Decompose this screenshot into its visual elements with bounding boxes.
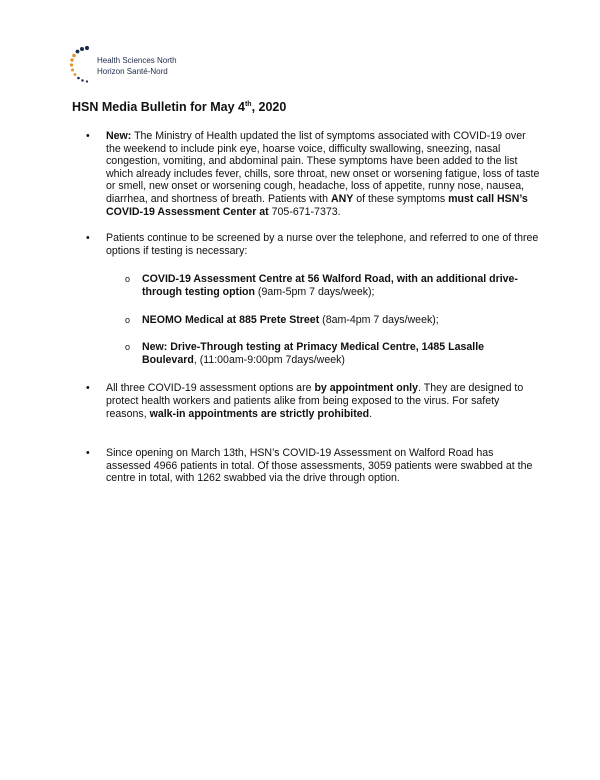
sub-bullet-icon: o: [125, 342, 131, 353]
sub-list-item: [70, 341, 540, 366]
bullet-text: Patients continue to be screened by a nurse over the telephone, and referred to one of three options if testing is necessary:: [106, 232, 539, 257]
list-item: [70, 232, 540, 257]
sub-bullet-icon: o: [125, 274, 131, 285]
sub-list-item: [70, 314, 540, 327]
sub-list-item: [70, 273, 540, 298]
bullet-text: All three COVID-19 assessment options are by appointment only. They are designed to protect health workers and patients alike from being exposed to the virus. For safety reasons, walk-in appointments are strictly prohibited.: [106, 382, 524, 420]
list-item: [70, 447, 540, 485]
bulletin-content: [70, 130, 540, 485]
bullet-text: Since opening on March 13th, HSN’s COVID-19 Assessment on Walford Road has assessed 4966 patients in total. Of those assessments, 3059 patients were swabbed at the centre in total, with 1262 swabbed via the drive through option.: [106, 447, 533, 485]
hsn-logo: [66, 44, 206, 90]
sub-bullet-text: NEOMO Medical at 885 Prete Street (8am-4pm 7 days/week);: [142, 313, 439, 326]
logo-line-english: Health Sciences North: [97, 56, 177, 65]
bullet-icon: •: [86, 232, 90, 245]
page-title: HSN Media Bulletin for May 4th, 2020: [72, 100, 287, 114]
list-item: [70, 130, 540, 218]
bullet-icon: •: [86, 130, 90, 142]
bullet-text: New: The Ministry of Health updated the list of symptoms associated with COVID-19 over the weekend to include pink eye, hoarse voice, difficulty swallowing, sneezing, nasal congestion, vomiting, and abdominal pain. These symptoms have been added to the list which already includes fever, chills, sore throat, new onset or worsening fatigue, loss of taste or smell, new onset or worsening cough, headache, loss of appetite, runny nose, nausea, diarrhea, and shortness of breath. Patients with ANY of these symptoms must call HSN’s COVID-19 Assessment Center at 705-671-7373.: [106, 130, 540, 218]
sub-bullet-text: New: Drive-Through testing at Primacy Medical Centre, 1485 Lasalle Boulevard, (11:00am-9:00pm 7days/week): [142, 341, 485, 366]
bullet-icon: •: [86, 447, 90, 460]
bullet-icon: •: [86, 382, 90, 395]
sub-bullet-icon: o: [125, 314, 131, 325]
logo-line-french: Horizon Santé-Nord: [97, 67, 168, 76]
list-item: [70, 382, 540, 420]
sub-bullet-text: COVID-19 Assessment Centre at 56 Walford Road, with an additional drive-through testing option (9am-5pm 7 days/week);: [142, 273, 518, 298]
hsn-logo-mark-icon: [66, 44, 96, 90]
